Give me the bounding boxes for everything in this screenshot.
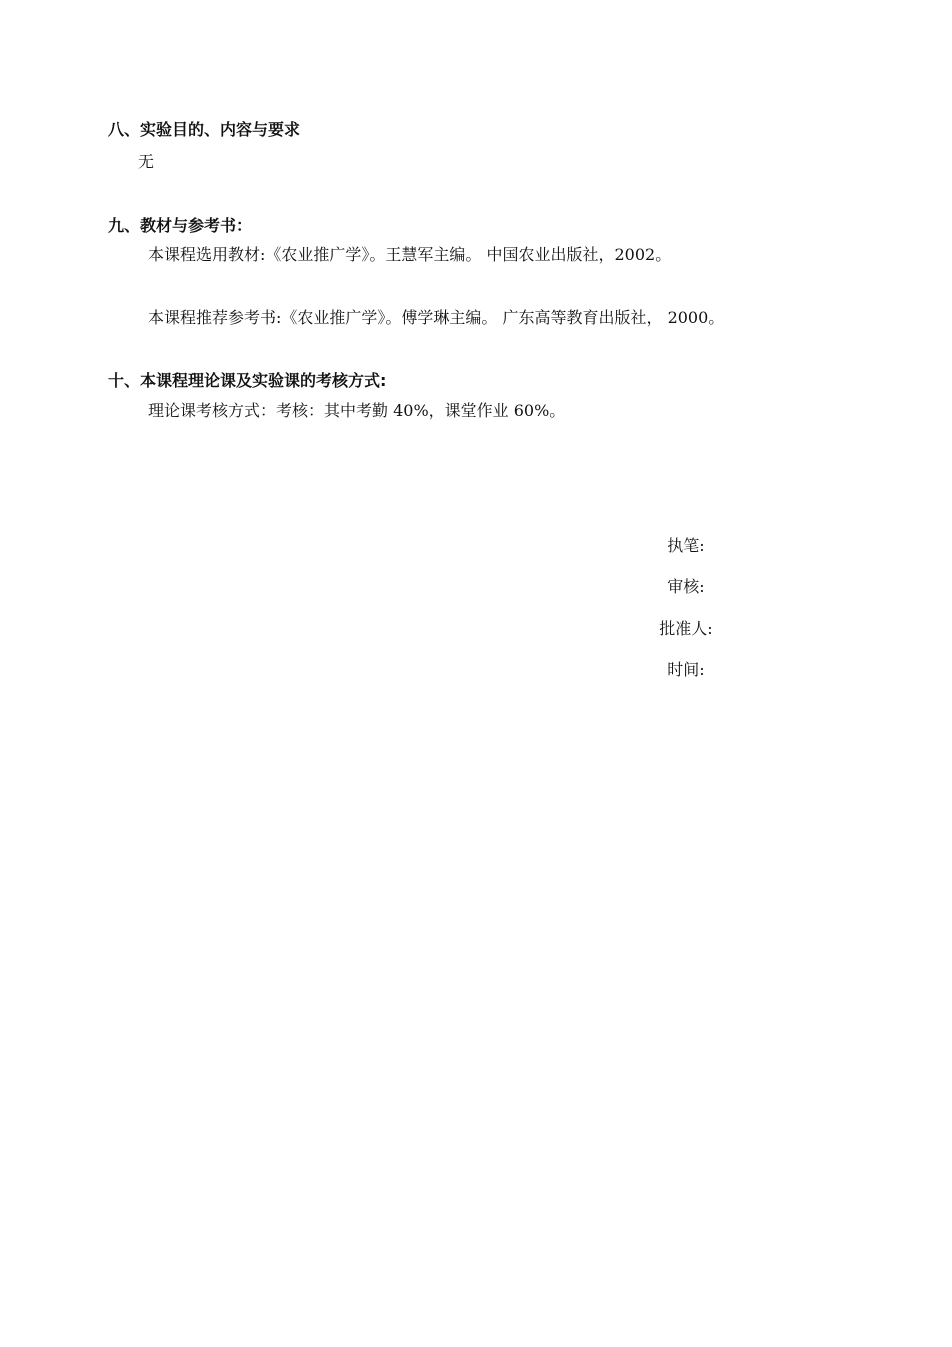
section-ten-heading: 十、本课程理论课及实验课的考核方式: — [108, 371, 387, 390]
signature-reviewer: 审核: — [667, 577, 705, 596]
signature-approver: 批准人: — [659, 619, 713, 638]
assessment-line: 理论课考核方式：考核：其中考勤 40%，课堂作业 60%。 — [148, 401, 566, 420]
textbook-line: 本课程选用教材:《农业推广学》。王慧军主编。 中国农业出版社，2002。 — [148, 245, 672, 264]
section-eight-heading: 八、实验目的、内容与要求 — [108, 120, 301, 139]
section-eight-content: 无 — [138, 152, 155, 171]
signature-writer: 执笔: — [667, 536, 705, 555]
reference-book-line: 本课程推荐参考书:《农业推广学》。傅学琳主编。 广东高等教育出版社， 2000。 — [148, 308, 725, 327]
section-nine-heading: 九、教材与参考书： — [108, 216, 253, 235]
signature-date: 时间: — [667, 660, 705, 679]
